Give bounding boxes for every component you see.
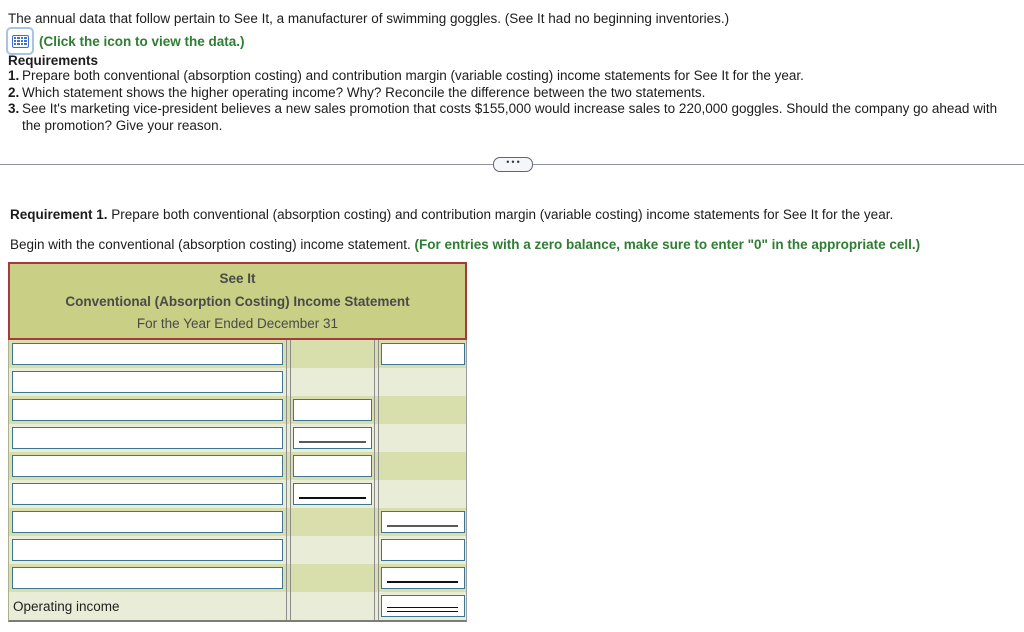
statement-row-4 — [9, 424, 466, 452]
requirement-number: 2. — [8, 84, 20, 100]
statement-row-8 — [9, 536, 466, 564]
requirement-number: 1. — [8, 68, 20, 83]
statement-title: Conventional (Absorption Costing) Income Statement — [65, 293, 410, 309]
row-5-detail-amount-input[interactable] — [293, 455, 372, 477]
row-1-total-amount-input[interactable] — [381, 343, 465, 365]
row-7-description-cell — [9, 508, 286, 536]
row-5-description-input[interactable] — [12, 455, 283, 477]
row-1-total-amount-cell — [379, 340, 466, 368]
requirement-text: Which statement shows the higher operating income? Why? Reconcile the difference between the two statements. — [22, 84, 706, 100]
statement-row-7 — [9, 508, 466, 536]
row-3-description-input-wrap — [9, 399, 286, 421]
row-3-detail-amount-input-wrap — [291, 399, 374, 421]
row-10-total-amount-input[interactable] — [381, 595, 465, 617]
row-2-description-cell — [9, 368, 286, 396]
requirement-text: See It's marketing vice-president believes a new sales promotion that costs $155,000 would increase sales to 220,000 goggles. Should the company go ahead with the promotion? Give your reason. — [22, 101, 998, 133]
row-7-description-input[interactable] — [12, 511, 283, 533]
row-9-description-input[interactable] — [12, 567, 283, 589]
row-6-description-cell — [9, 480, 286, 508]
row-6-detail-amount-cell — [291, 480, 374, 508]
requirement1-prompt — [10, 207, 1010, 222]
instruction-line — [10, 237, 1010, 252]
statement-row-9 — [9, 564, 466, 592]
row-2-description-input-wrap — [9, 371, 286, 393]
single-black-underline — [299, 497, 366, 499]
row-2-total-amount-cell — [379, 368, 466, 396]
row-7-total-amount-input-wrap — [379, 511, 466, 533]
row-7-total-amount-cell — [379, 508, 466, 536]
instruction-text: Begin with the conventional (absorption costing) income statement. — [10, 237, 415, 252]
statement-row-6 — [9, 480, 466, 508]
row-1-description-cell — [9, 340, 286, 368]
row-8-detail-amount-cell — [291, 536, 374, 564]
double-black-underline — [387, 607, 458, 612]
row-6-detail-amount-input-wrap — [291, 483, 374, 505]
row-3-detail-amount-input[interactable] — [293, 399, 372, 421]
row-4-description-cell — [9, 424, 286, 452]
statement-body — [8, 340, 467, 622]
requirement1-text: Prepare both conventional (absorption costing) and contribution margin (variable costing) income statements for See It for the year. — [107, 207, 894, 222]
requirement-item-2 — [8, 85, 1012, 102]
row-9-description-input-wrap — [9, 567, 286, 589]
row-8-total-amount-input-wrap — [379, 539, 466, 561]
section-splitter-handle[interactable] — [493, 157, 533, 172]
row-1-total-amount-input-wrap — [379, 343, 466, 365]
row-7-description-input-wrap — [9, 511, 286, 533]
row-5-detail-amount-input-wrap — [291, 455, 374, 477]
data-table-icon-button[interactable] — [6, 27, 34, 55]
requirement-item-3 — [8, 101, 1012, 134]
row-6-total-amount-cell — [379, 480, 466, 508]
row-3-detail-amount-cell — [291, 396, 374, 424]
row-9-detail-amount-cell — [291, 564, 374, 592]
statement-row-5 — [9, 452, 466, 480]
statement-header — [8, 262, 467, 340]
row-9-total-amount-input-wrap — [379, 567, 466, 589]
table-grid-icon — [12, 35, 29, 48]
row-6-description-input-wrap — [9, 483, 286, 505]
requirements-section — [8, 53, 1012, 134]
row-4-detail-amount-cell — [291, 424, 374, 452]
view-data-link-label[interactable]: (Click the icon to view the data.) — [39, 33, 245, 49]
row-9-total-amount-cell — [379, 564, 466, 592]
row-5-description-input-wrap — [9, 455, 286, 477]
row-3-description-cell — [9, 396, 286, 424]
statement-row-10 — [9, 592, 466, 620]
row-5-total-amount-cell — [379, 452, 466, 480]
row-1-description-input[interactable] — [12, 343, 283, 365]
row-8-total-amount-input[interactable] — [381, 539, 465, 561]
row-4-total-amount-cell — [379, 424, 466, 452]
row-8-description-input[interactable] — [12, 539, 283, 561]
row-8-description-cell — [9, 536, 286, 564]
statement-period: For the Year Ended December 31 — [136, 315, 339, 331]
operating-income-label: Operating income — [13, 598, 120, 614]
income-statement-table — [8, 262, 467, 622]
problem-intro-text: The annual data that follow pertain to See It, a manufacturer of swimming goggles. (See It had no beginning inventories.) — [8, 11, 730, 26]
single-gray-underline — [387, 525, 458, 527]
row-10-total-amount-cell — [379, 592, 466, 620]
single-gray-underline — [299, 441, 366, 443]
row-9-total-amount-input[interactable] — [381, 567, 465, 589]
requirement1-label: Requirement 1. — [10, 207, 108, 222]
row-8-total-amount-cell — [379, 536, 466, 564]
statement-row-1 — [9, 340, 466, 368]
requirement-number: 3. — [8, 101, 20, 116]
row-7-detail-amount-cell — [291, 508, 374, 536]
row-10-total-amount-input-wrap — [379, 595, 466, 617]
row-3-description-input[interactable] — [12, 399, 283, 421]
requirement-text: Prepare both conventional (absorption costing) and contribution margin (variable costing) income statements for See It for the year. — [22, 68, 804, 83]
row-6-description-input[interactable] — [12, 483, 283, 505]
row-7-total-amount-input[interactable] — [381, 511, 465, 533]
row-4-detail-amount-input[interactable] — [293, 427, 372, 449]
row-9-description-cell — [9, 564, 286, 592]
row-1-detail-amount-cell — [291, 340, 374, 368]
row-5-detail-amount-cell — [291, 452, 374, 480]
row-10-detail-amount-cell — [291, 592, 374, 620]
row-2-detail-amount-cell — [291, 368, 374, 396]
requirements-heading: Requirements — [8, 53, 99, 68]
row-4-detail-amount-input-wrap — [291, 427, 374, 449]
instruction-note: (For entries with a zero balance, make sure to enter "0" in the appropriate cell.) — [414, 237, 921, 252]
view-data-link[interactable] — [6, 27, 245, 55]
row-2-description-input[interactable] — [12, 371, 283, 393]
row-6-detail-amount-input[interactable] — [293, 483, 372, 505]
row-10-description-cell — [9, 592, 286, 620]
statement-row-2 — [9, 368, 466, 396]
row-8-description-input-wrap — [9, 539, 286, 561]
requirement-item-1 — [8, 68, 1012, 85]
row-4-description-input-wrap — [9, 427, 286, 449]
row-3-total-amount-cell — [379, 396, 466, 424]
splitter-dots-icon: ••• — [506, 157, 522, 167]
single-black-underline — [387, 581, 458, 583]
statement-row-3 — [9, 396, 466, 424]
row-5-description-cell — [9, 452, 286, 480]
row-1-description-input-wrap — [9, 343, 286, 365]
row-4-description-input[interactable] — [12, 427, 283, 449]
company-name: See It — [219, 271, 256, 287]
